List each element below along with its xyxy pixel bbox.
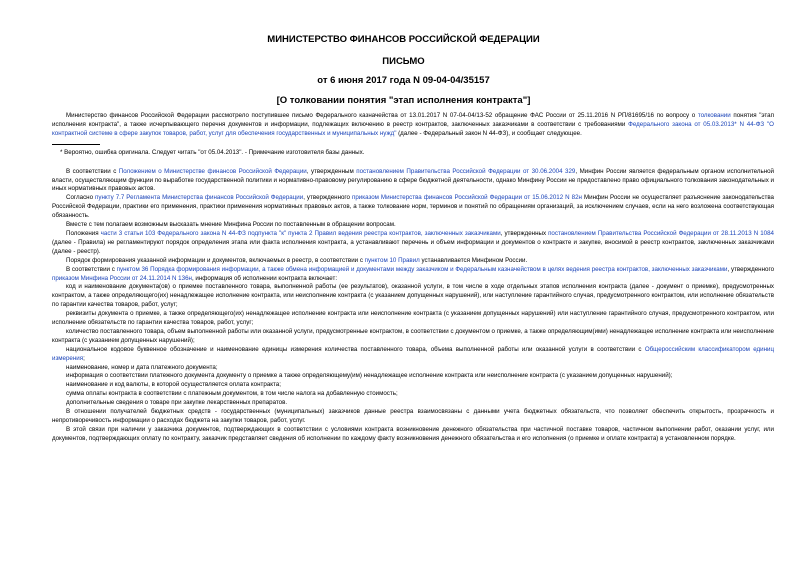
text-span: , утвержденных [500,229,549,237]
document-body [52,112,774,444]
text-span: В соответствии с [66,265,117,273]
text-span: Положения [66,229,101,237]
link-order-136n[interactable]: приказом Минфина России от 24.11.2014 N 136н [52,274,192,282]
link-okei-classifier[interactable]: Общероссийским классификатором единиц измерения [52,345,774,362]
text-span: (далее - Федеральный закон N 44-ФЗ), и сообщает следующее. [396,129,582,137]
link-federal-law-44fz[interactable]: Федерального закона от 05.03.2013* N 44-ФЗ "О контрактной системе в сфере закупок товаров, работ, услуг для обеспечения государственных и муниципальных нужд" [52,120,774,137]
text-span: Порядок формирования указанной информации и документов, включаемых в реестр, в соответствии с [66,256,365,264]
text-span: , Минфин России является федеральным органом исполнительной власти, осуществляющим функции по выработке государственной политики и нормативно-правовому регулированию в сфере бюджетной деятельности, однако Минфину России не предоставлено право официального толкования законодательных и иных нормативных правовых актов. [52,167,775,193]
text-span: , утвержденным [306,167,357,175]
paragraph-opinion: Вместе с тем полагаем возможным высказать мнение Минфина России по поставленным в обращении вопросам. [66,221,396,229]
list-item: код и наименование документа(ов) о приемке поставленного товара, выполненной работы (ее результатов), оказанной услуги, в том числе в ходе отдельных этапов исполнения контракта (далее - документ о приемке), предусмотренных контрактом, а также определяющего(их) ненадлежащее исполнение контракта, или неисполнение контракта (с указанием допущенных нарушений), или наступление гарантийного случая, предусмотренного контрактом, или исполнение обязательств по гарантии качества товаров, работ, услуг; [52,283,774,309]
paragraph-procedure [52,257,774,266]
paragraph-point-36 [52,266,774,284]
text-span: Минфин России не осуществляет разъяснение законодательства Российской Федерации, практики его применения, практики применения нормативных правовых актов, а также толкование норм, терминов и понятий по обращениям организаций, за исключением случаев, если на него возложена соответствующая обязанность. [52,194,774,220]
list-item: информация о соответствии платежного документа документу о приемке а также определяющему(им) ненадлежащее исполнение контракта или неисполнение контракта (с указанием допущенных нарушений); [66,372,673,380]
text-span: устанавливается Минфином России. [419,256,528,264]
text-span: Согласно [66,194,96,202]
text-span: , утвержденного [727,265,775,273]
list-item: наименование, номер и дата платежного документа; [66,363,218,371]
ministry-heading: МИНИСТЕРСТВО ФИНАНСОВ РОССИЙСКОЙ ФЕДЕРАЦИИ [267,34,540,45]
text-span: , утвержденного [303,194,352,202]
list-item [52,346,774,364]
text-span: ; [83,354,85,362]
document-type-heading: ПИСЬМО [382,56,425,67]
link-ministry-regulation[interactable]: Положением о Министерстве финансов Российской Федерации [118,167,307,175]
document-date-number: от 6 июня 2017 года N 09-04-04/35157 [317,75,490,86]
text-span: (далее - Правила) не регламентируют порядок определения этапа или факта исполнения контракта, а устанавливают перечень и объем информации и документов о контракте и закупке, вносимой в реестр контрактов, заключенных заказчиками (далее - реестр). [52,238,774,255]
link-rules-point-10[interactable]: пунктом 10 Правил [364,256,420,264]
paragraph-budget-recipients: В отношении получателей бюджетных средств - государственных (муниципальных) заказчиков данные реестра взаимосвязаны с данными учета бюджетных обязательств, что позволяет обеспечить открытость, прозрачность и непротиворечивость информации о расходах бюджета на закупки товаров, работ, услуг. [52,408,774,424]
paragraph-ministry-status [52,168,774,195]
intro-paragraph [52,112,774,139]
text-span: В соответствии с [66,167,119,175]
paragraph-registry-rules [52,230,774,257]
list-item: количество поставленного товара, объем выполненной работы или оказанной услуги, предусмотренные контрактом, в соответствии с документом о приемке, а также определяющим(ими) ненадлежащее исполнение контракта или неисполнение контракта (с указанием допущенных нарушений); [52,327,774,344]
paragraph-reglament [52,194,774,221]
document-subject: [О толковании понятия "этап исполнения контракта"] [276,95,531,106]
link-procedure-point-36[interactable]: пунктом 36 Порядка формирования информации, а также обмена информацией и документами между заказчиком и Федеральным казначейством в целях ведения реестра контрактов, заключенных заказчиками [116,265,728,273]
text-span: , информация об исполнении контракта включает: [191,274,338,282]
text-span: национальное кодовое буквенное обозначение и наименование единицы измерения количества поставленного товара, объема выполненной работы или оказанной услуги в соответствии с [66,345,645,353]
paragraph-conclusion: В этой связи при наличии у заказчика документов, подтверждающих в соответствии с условиями контракта возникновение денежного обязательства при частичной поставке товаров, частичном выполнении работ, оказании услуг, или документов, подтверждающих оплату по контракту, заказчик представляет сведения об исполнении по каждому факту возникновения денежного обязательства и его исполнения (о приемке и оплате контракта) в установленном порядке. [52,425,774,442]
link-reglament-7-7[interactable]: пункту 7.7 Регламента Министерства финансов Российской Федерации [95,194,304,202]
link-order-82n[interactable]: приказом Министерства финансов Российской Федерации от 15.06.2012 N 82н [352,194,582,202]
footnote: * Вероятно, ошибка оригинала. Следует читать "от 05.04.2013". - Примечание изготовителя базы данных. [60,148,365,156]
text-span: Министерство финансов Российской Федерации рассмотрело поступившее письмо Федерального казначейства от 13.01.2017 N 07-04-04/13-52 обращение ФАС России от 25.11.2016 N РП/81695/16 по вопросу о [66,112,696,119]
footnote-divider [52,144,100,145]
list-item: дополнительные сведения о товаре при закупке лекарственных препаратов. [66,399,288,407]
list-item: наименование и код валюты, в которой осуществляется оплата контракта; [66,381,281,389]
link-article-103[interactable]: части 3 статьи 103 Федерального закона N 44-ФЗ подпункта "к" пункта 2 Правил ведения реестра контрактов, заключенных заказчиками [100,229,501,237]
text-span: понятия "этап исполнения контракта", а также исчерпывающего перечня документов и информации, подлежащих включению в реестр контрактов, заключенных заказчиками в соответствии с требованиями [52,112,774,128]
link-government-decree-329[interactable]: постановлением Правительства Российской Федерации от 30.06.2004 329 [356,167,576,175]
list-item: реквизиты документа о приемке, а также определяющего(их) ненадлежащее исполнение контракта или неисполнение контракта (с указанием допущенных нарушений) или наступление гарантийного случая, предусмотренного контрактом, или исполнение обязательств по гарантии качества товаров, работ, услуг; [52,310,774,327]
link-decree-1084[interactable]: постановлением Правительства Российской Федерации от 28.11.2013 N 1084 [548,229,775,237]
list-item: сумма оплаты контракта в соответствии с платежным документом, в том числе налога на добавленную стоимость; [66,390,398,398]
link-interpretation[interactable]: толковании [697,112,731,119]
